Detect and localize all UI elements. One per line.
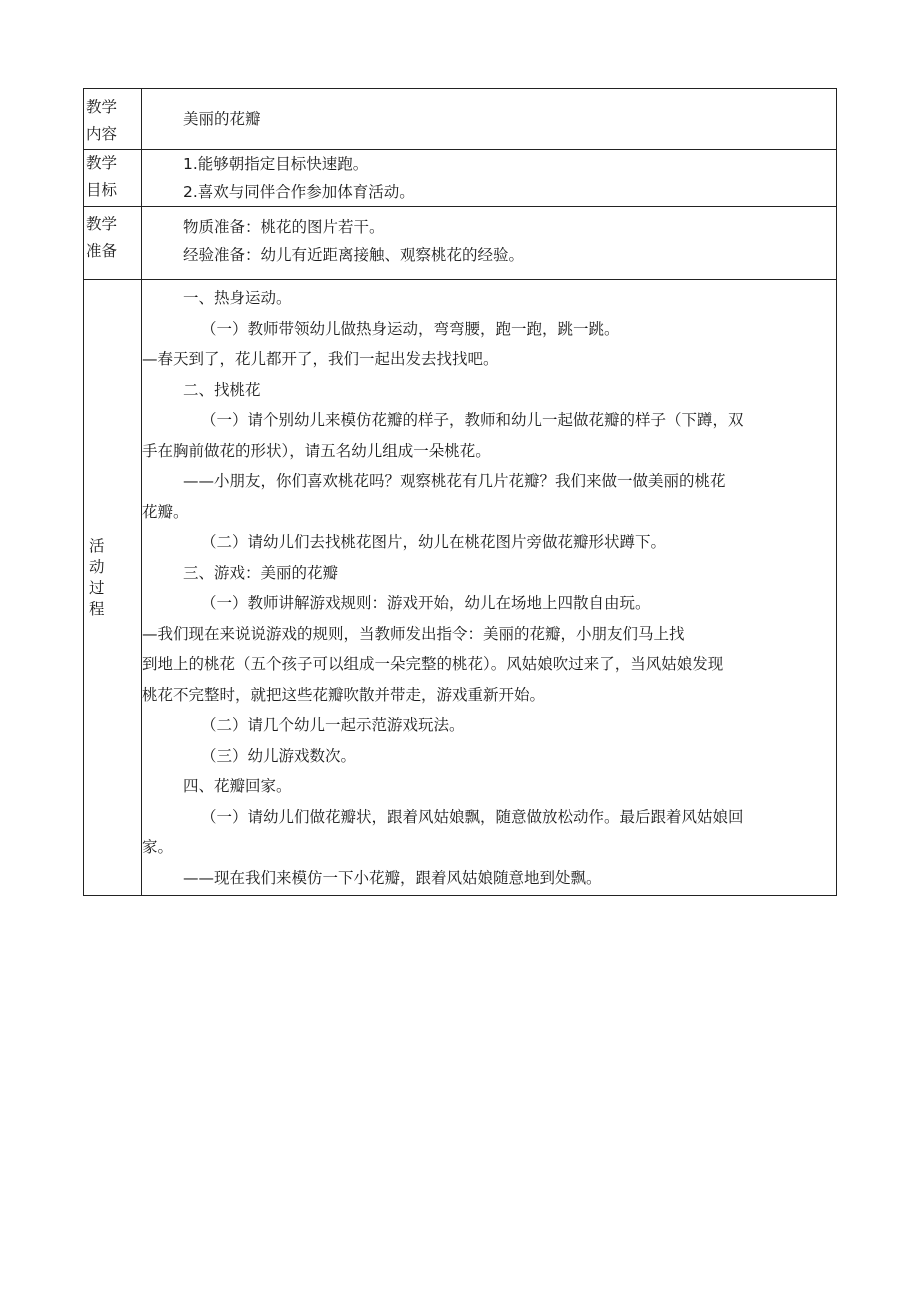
section-heading: 二、找桃花	[183, 380, 261, 399]
continuation-line: 手在胸前做花的形状），请五名幼儿组成一朵桃花。	[142, 441, 491, 460]
section-heading: 三、游戏：美丽的花瓣	[183, 563, 339, 582]
continuation-line: 家。	[142, 838, 174, 856]
prep-item: 物质准备：桃花的图片若干。	[183, 218, 385, 236]
lesson-title: 美丽的花瓣	[183, 110, 261, 128]
section-heading: 一、热身运动。	[183, 289, 292, 307]
label-activity-process	[84, 280, 142, 896]
section-heading: 四、花瓣回家。	[183, 777, 292, 795]
cell-teaching-goals	[142, 150, 837, 207]
label-line-2: 内容	[86, 125, 118, 143]
cell-activity-process	[142, 280, 837, 896]
label-line-2: 准备	[86, 242, 118, 260]
lesson-plan-table	[83, 88, 837, 896]
cell-teaching-prep	[142, 207, 837, 280]
dialogue-line: ——现在我们来模仿一下小花瓣，跟着风姑娘随意地到处飘。	[183, 868, 602, 887]
step-item: （三）幼儿游戏数次。	[201, 746, 357, 765]
prep-item: 经验准备：幼儿有近距离接触、观察桃花的经验。	[183, 245, 525, 264]
label-line-2: 目标	[86, 181, 118, 199]
continuation-line: —我们现在来说说游戏的规则，当教师发出指令：美丽的花瓣，小朋友们马上找	[142, 624, 685, 643]
label-teaching-prep	[84, 207, 142, 280]
continuation-line: 桃花不完整时，就把这些花瓣吹散并带走，游戏重新开始。	[142, 685, 546, 704]
step-item: （一）教师带领幼儿做热身运动，弯弯腰，跑一跑，跳一跳。	[201, 319, 620, 338]
cell-teaching-content	[142, 89, 837, 150]
label-teaching-content	[84, 89, 142, 150]
dialogue-line: ——小朋友，你们喜欢桃花吗？观察桃花有几片花瓣？我们来做一做美丽的桃花	[183, 472, 726, 490]
label-line-1: 教学	[86, 98, 118, 116]
row-teaching-goals	[84, 150, 837, 207]
row-activity-process	[84, 280, 837, 896]
step-item: （一）请个别幼儿来模仿花瓣的样子，教师和幼儿一起做花瓣的样子（下蹲，双	[201, 411, 744, 429]
step-item: （一）请幼儿们做花瓣状，跟着风姑娘飘，随意做放松动作。最后跟着风姑娘回	[201, 807, 744, 826]
label-line-1: 教学	[86, 154, 118, 172]
continuation-line: 到地上的桃花（五个孩子可以组成一朵完整的桃花）。风姑娘吹过来了，当风姑娘发现	[142, 655, 724, 673]
step-item: （一）教师讲解游戏规则：游戏开始，幼儿在场地上四散自由玩。	[201, 594, 651, 612]
label-teaching-goals	[84, 150, 142, 207]
step-item: （二）请几个幼儿一起示范游戏玩法。	[201, 716, 465, 734]
row-teaching-content	[84, 89, 837, 150]
label-line-1: 教学	[86, 215, 118, 233]
continuation-line: 花瓣。	[142, 502, 189, 521]
goal-item: 1.能够朝指定目标快速跑。	[183, 155, 369, 173]
step-item: （二）请幼儿们去找桃花图片，幼儿在桃花图片旁做花瓣形状蹲下。	[201, 533, 667, 551]
vertical-label: 活动过程	[89, 537, 105, 618]
process-lines	[142, 285, 818, 892]
dialogue-line: —春天到了，花儿都开了，我们一起出发去找找吧。	[142, 350, 499, 368]
goal-item: 2.喜欢与同伴合作参加体育活动。	[183, 182, 415, 201]
row-teaching-prep	[84, 207, 837, 280]
